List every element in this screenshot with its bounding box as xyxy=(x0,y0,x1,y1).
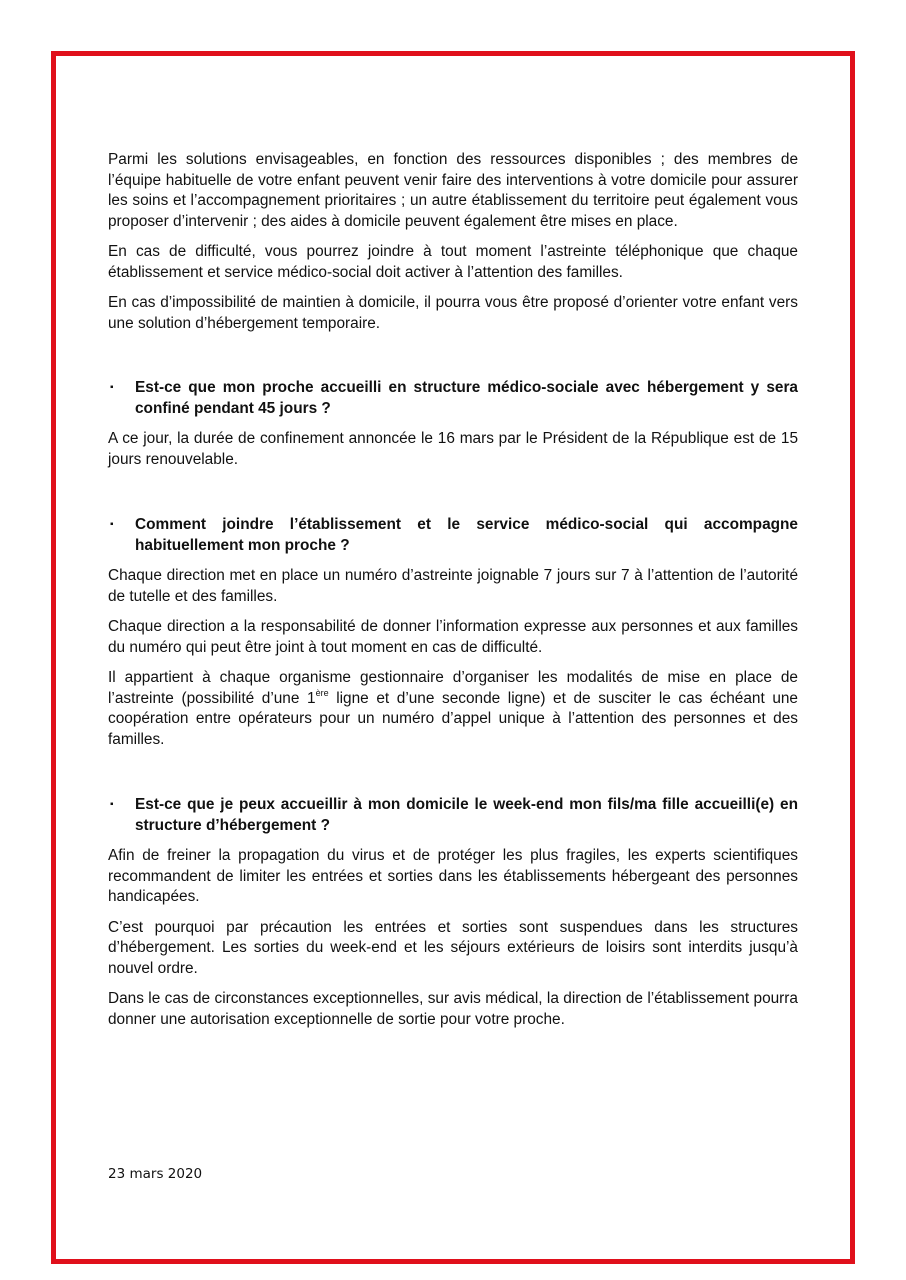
question-text: Comment joindre l’établissement et le service médico-social qui accompagne habituellement mon proche ? xyxy=(135,516,798,554)
answer-paragraph: A ce jour, la durée de confinement annoncée le 16 mars par le Président de la République est de 15 jours renouvelable. xyxy=(108,430,798,468)
document-date: 23 mars 2020 xyxy=(108,1166,203,1182)
question-confinement xyxy=(108,378,798,419)
square-bullet-icon: ▪ xyxy=(110,799,114,810)
intro-paragraph-2: En cas de difficulté, vous pourrez joindre à tout moment l’astreinte téléphonique que chaque établissement et service médico-social doit activer à l’attention des familles. xyxy=(108,243,798,281)
question-contact xyxy=(108,515,798,556)
question-weekend xyxy=(108,795,798,836)
answer-paragraph: Dans le cas de circonstances exceptionnelles, sur avis médical, la direction de l’établissement pourra donner une autorisation exceptionnelle de sortie pour votre proche. xyxy=(108,990,798,1028)
answer-paragraph: Chaque direction a la responsabilité de donner l’information expresse aux personnes et aux familles du numéro qui peut être joint à tout moment en cas de difficulté. xyxy=(108,618,798,656)
superscript: ère xyxy=(315,687,329,698)
document-body xyxy=(108,150,798,1040)
answer-paragraph: Chaque direction met en place un numéro d’astreinte joignable 7 jours sur 7 à l’attention de l’autorité de tutelle et des familles. xyxy=(108,567,798,605)
question-text: Est-ce que mon proche accueilli en structure médico-sociale avec hébergement y sera confiné pendant 45 jours ? xyxy=(135,379,798,417)
intro-paragraph-1: Parmi les solutions envisageables, en fonction des ressources disponibles ; des membres de l’équipe habituelle de votre enfant peuvent venir faire des interventions à votre domicile pour assurer les soins et l’accompagnement prioritaires ; un autre établissement du territoire peut également vous proposer d’intervenir ; des aides à domicile peuvent également être mises en place. xyxy=(108,151,798,230)
square-bullet-icon: ▪ xyxy=(110,519,114,530)
answer-paragraph: Afin de freiner la propagation du virus et de protéger les plus fragiles, les experts scientifiques recommandent de limiter les entrées et sorties dans les établissements hébergeant des personnes handicapées. xyxy=(108,847,798,905)
answer-paragraph: C’est pourquoi par précaution les entrées et sorties sont suspendues dans les structures d’hébergement. Les sorties du week-end et les séjours extérieurs de loisirs sont interdits jusqu’à nouvel ordre. xyxy=(108,918,798,977)
intro-paragraph-3: En cas d’impossibilité de maintien à domicile, il pourra vous être proposé d’orienter votre enfant vers une solution d’hébergement temporaire. xyxy=(108,294,798,332)
question-text: Est-ce que je peux accueillir à mon domicile le week-end mon fils/ma fille accueilli(e) en structure d’hébergement ? xyxy=(135,796,798,834)
square-bullet-icon: ▪ xyxy=(110,382,114,393)
answer-paragraph: Il appartient à chaque organisme gestionnaire d’organiser les modalités de mise en place de l’astreinte (possibilité d’une 1ère ligne et d’une seconde ligne) et de susciter le cas échéant une coopération entre opérateurs pour un numéro d’appel unique à l’attention des personnes et des familles. xyxy=(108,669,798,748)
